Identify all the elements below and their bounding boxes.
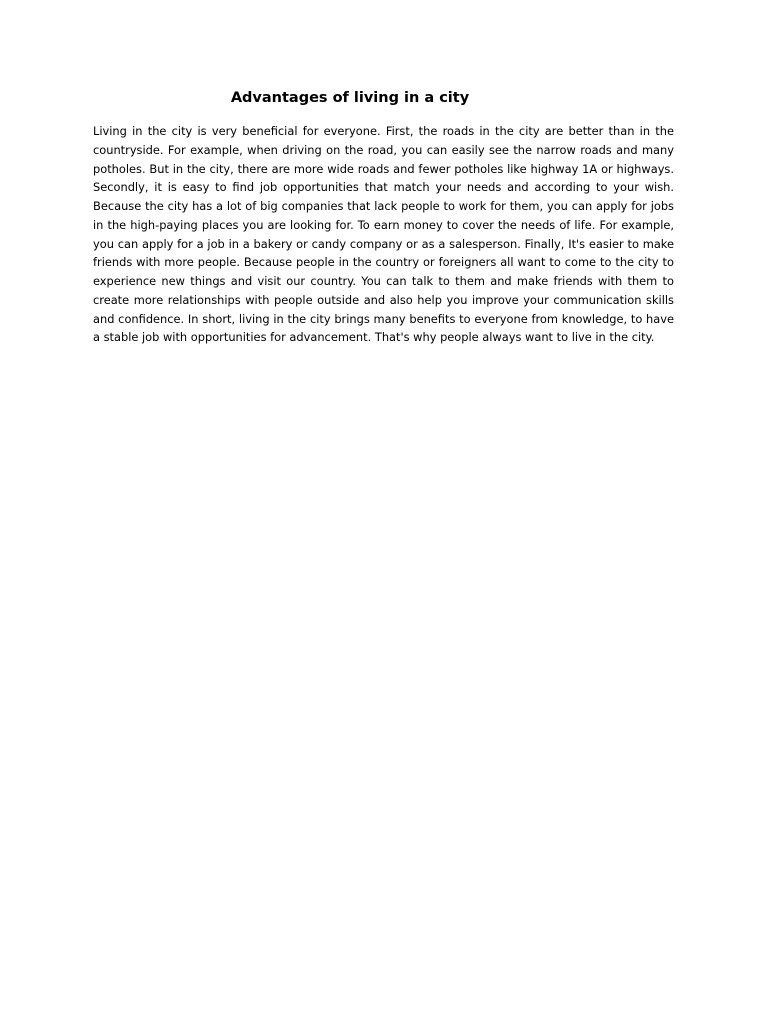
document-title: Advantages of living in a city bbox=[230, 90, 470, 106]
document-body-paragraph: Living in the city is very beneficial for everyone. First, the roads in the city are better than in the countryside. For example, when driving on the road, you can easily see the narrow roads and many potholes. But in the city, there are more wide roads and fewer potholes like highway 1A or highways. Secondly, it is easy to find job opportunities that match your needs and according to your wish. Because the city has a lot of big companies that lack people to work for them, you can apply for jobs in the high-paying places you are looking for. To earn money to cover the needs of life. For example, you can apply for a job in a bakery or candy company or as a salesperson. Finally, It's easier to make friends with more people. Because people in the country or foreigners all want to come to the city to experience new things and visit our country. You can talk to them and make friends with them to create more relationships with people outside and also help you improve your communication skills and confidence. In short, living in the city brings many benefits to everyone from knowledge, to have a stable job with opportunities for advancement. That's why people always want to live in the city. bbox=[93, 124, 674, 345]
